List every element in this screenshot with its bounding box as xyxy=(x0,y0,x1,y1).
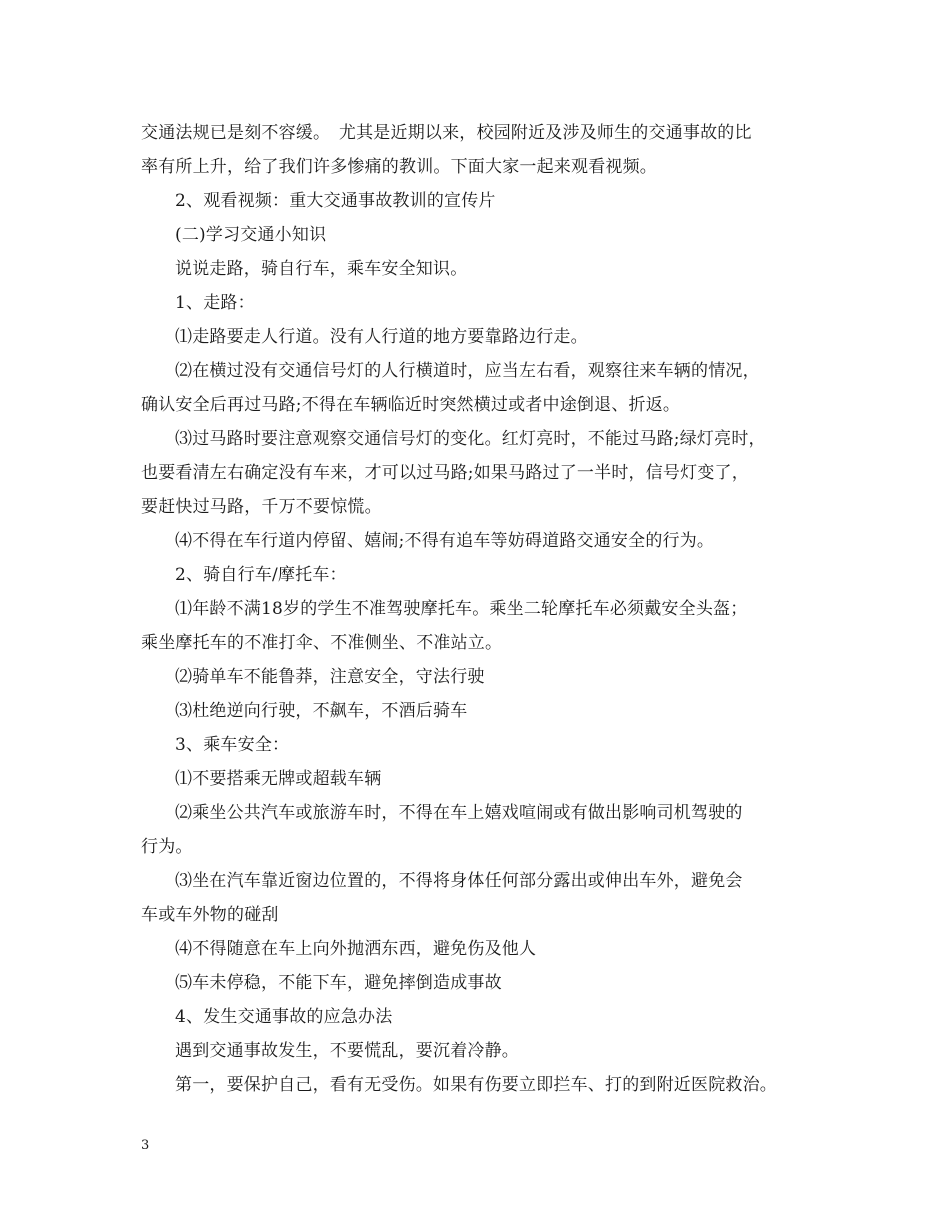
text-line: ⑵在横过没有交通信号灯的人行横道时，应当左右看，观察往来车辆的情况， xyxy=(175,361,760,381)
text-line: ⑴不要搭乘无牌或超载车辆 xyxy=(175,769,382,789)
text-line: 4、发生交通事故的应急办法 xyxy=(175,1007,393,1027)
text-line: 确认安全后再过马路;不得在车辆临近时突然横过或者中途倒退、折返。 xyxy=(141,395,681,415)
text-line: 也要看清左右确定没有车来，才可以过马路;如果马路过了一半时，信号灯变了， xyxy=(141,463,749,483)
text-line: ⑷不得随意在车上向外抛洒东西，避免伤及他人 xyxy=(175,939,537,959)
text-line: 3、乘车安全： xyxy=(175,735,290,755)
text-line: 1、走路： xyxy=(175,293,255,313)
text-line: ⑶过马路时要注意观察交通信号灯的变化。红灯亮时，不能过马路;绿灯亮时， xyxy=(175,429,766,449)
text-line: ⑶坐在汽车靠近窗边位置的，不得将身体任何部分露出或伸出车外，避免会 xyxy=(175,871,743,891)
text-line: 率有所上升，给了我们许多惨痛的教训。下面大家一起来观看视频。 xyxy=(141,157,657,177)
text-line: ⑵骑单车不能鲁莽，注意安全，守法行驶 xyxy=(175,667,485,687)
text-line: (二)学习交通小知识 xyxy=(175,225,327,245)
text-line: ⑵乘坐公共汽车或旅游车时，不得在车上嬉戏喧闹或有做出影响司机驾驶的 xyxy=(175,803,743,823)
text-line: 2、骑自行车/摩托车： xyxy=(175,565,347,585)
text-line: ⑴年龄不满18岁的学生不准驾驶摩托车。乘坐二轮摩托车必须戴安全头盔； xyxy=(175,599,748,619)
text-line: ⑴走路要走人行道。没有人行道的地方要靠路边行走。 xyxy=(175,327,588,347)
text-line: 行为。 xyxy=(141,837,193,857)
text-line: 交通法规已是刻不容缓。 尤其是近期以来，校园附近及涉及师生的交通事故的比 xyxy=(141,123,752,143)
text-line: 车或车外物的碰刮 xyxy=(141,905,279,925)
text-line: ⑶杜绝逆向行驶，不飙车，不酒后骑车 xyxy=(175,701,468,721)
text-line: 2、观看视频：重大交通事故教训的宣传片 xyxy=(175,191,496,211)
text-line: 乘坐摩托车的不准打伞、不准侧坐、不准站立。 xyxy=(141,633,503,653)
page-number: 3 xyxy=(141,1138,150,1153)
document-body xyxy=(141,116,831,1102)
text-line: 遇到交通事故发生，不要慌乱，要沉着冷静。 xyxy=(175,1041,519,1061)
text-line: ⑷不得在车行道内停留、嬉闹;不得有追车等妨碍道路交通安全的行为。 xyxy=(175,531,715,551)
text-line: ⑸车未停稳，不能下车，避免摔倒造成事故 xyxy=(175,973,502,993)
text-line: 要赶快过马路，千万不要惊慌。 xyxy=(141,497,382,517)
text-line: 说说走路，骑自行车，乘车安全知识。 xyxy=(175,259,468,279)
text-line: 第一，要保护自己，看有无受伤。如果有伤要立即拦车、打的到附近医院救治。 xyxy=(175,1075,777,1095)
